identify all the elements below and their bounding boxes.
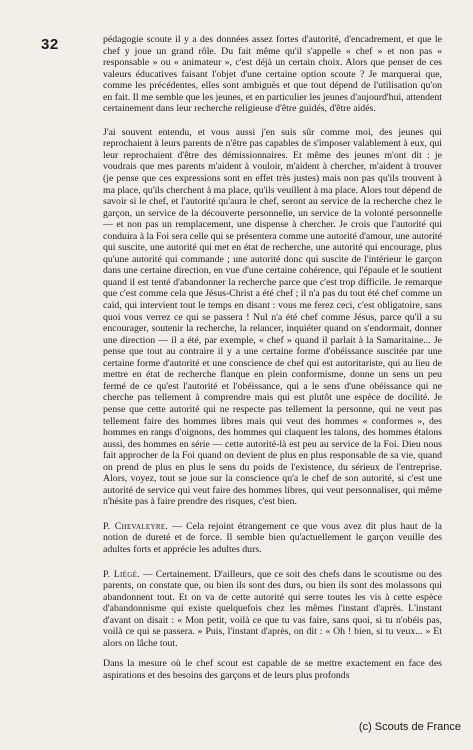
page-number: 32 [41, 36, 59, 53]
paragraph-4-text: — Certainement. D'ailleurs, que ce soit des chefs dans le scoutisme ou des parents, on constate que, ou bien ils sont des durs, ou bien ils sont des molassons qui abandonnent tout. Et on va de cette autorité qui serre toutes les vis à cette espèce d'abandonnisme qui existe quelquefois chez les mêmes l'instant d'après. L'instant d'avant on disait : « Mon petit, voilà ce que tu vas faire, sans quoi, si tu n'obéis pas, voilà ce qui se passera. » Puis, l'instant d'après, on dit : « Oh ! bien, si tu veux... » Et alors on lâche tout. [103, 568, 442, 649]
speaker-liege: P. Liégé. [103, 568, 140, 580]
paragraph-2-text: J'ai souvent entendu, et vous aussi j'en suis sûr comme moi, des jeunes qui reprochaient à leurs parents de n'être pas capables de s'imposer valablement à eux, qui leur reprochaient d'être des démissionnaires. Et même des jeunes m'ont dit : je voudrais que mes parents m'aident à vouloir, m'aident à chercher, m'aident à trouver (je pense que ces expressions sont en effet très justes) mais non pas qu'ils trouvent à ma place, qu'ils cherchent à ma place, qu'ils veuillent à ma place. Alors tout dépend de savoir si le chef, et l'autorité qu'aura le chef, seront au service de la recherche chez le garçon, un service de la découverte personnelle, un service de la volonté personnelle — et non pas un remplacement, une dispense à chercher. Je crois que l'autorité qui conduira à la Foi sera celle qui se présentera comme une autorité d'amour, une autorité qui suscite, une autorité qui met en état de recherche, une autorité qui encourage, plus qu'une autorité qui commande ; une autorité donc qui suscite de l'intérieur le garçon dans une certaine direction, en vue d'une certaine cohérence, qui l'épaule et le soutient quand il est tenté d'abandonner la recherche parce que c'est trop difficile. Je remarque que c'est comme cela que Jésus-Christ a été chef ; il n'a pas du tout été chef comme un caïd, qui intervient tout le temps en disant : vous me ferez ceci, c'est obligatoire, sans quoi vous verrez ce qui se passera ! Nul n'a été chef comme Jésus, parce qu'il a su encourager, soutenir la recherche, la relancer, inquiéter quand on s'endormait, donner une direction — il a été, par exemple, « chef » quand il parlait à la Samaritaine... Je pense que tout au contraire il y a une certaine forme d'obéissance suscitée par une certaine forme d'autorité et une conscience de chef qui est autoritariste, qui au lieu de mettre en état de recherche flanque en plein conformisme, donne un sens un peu fermé de ce qu'est l'autorité et l'obéissance, qui a le sens d'une obéissance qui ne cherche pas tellement à comprendre mais qui est plutôt une espèce de docilité. Je pense que cette autorité qui ne respecte pas tellement la personne, qui ne veut pas tellement faire des hommes libres mais qui veut des hommes « conformes », des hommes en rangs d'oignons, des hommes qui claquent les talons, des hommes étalons aussi, des hommes en série — cette autorité-là est peu au service de la Foi. Dieu nous fait approcher de la Foi quand on devient de plus en plus responsable de sa vie, quand on prend de plus en plus le sens du poids de l'existence, du sérieux de l'entreprise. Alors, voyez, tout se joue sur la conscience qu'a le chef de son autorité, si c'est une autorité de service qui veut faire des hommes libres, qui veut personnaliser, qui même n'hésite pas à faire prendre des risques, c'est bien. [103, 126, 442, 508]
text-column [103, 34, 442, 690]
paragraph-5-text: Dans la mesure où le chef scout est capable de se mettre exactement en face des aspirations et des besoins des garçons et de leurs plus profonds [103, 658, 442, 681]
copyright-watermark: (c) Scouts de France [358, 721, 461, 733]
paragraph-5 [103, 658, 442, 681]
paragraph-2 [103, 127, 442, 508]
speaker-chevaleyre: P. Chevaleyre. [103, 520, 169, 532]
paragraph-3 [103, 521, 442, 556]
paragraph-3-text: — Cela rejoint étrangement ce que vous avez dit plus haut de la notion de dureté et de force. Il semble bien qu'actuellement le garçon veuille des adultes forts et apprécie les adultes durs. [103, 520, 442, 555]
paragraph-1 [103, 34, 442, 115]
paragraph-1-text: pédagogie scoute il y a des données assez fortes d'autorité, d'encadrement, et que le chef y joue un grand rôle. Du fait même qu'il s'appelle « chef » et non pas « responsable » ou « animateur », c'est déjà un certain choix. Alors que penser de ces valeurs éducatives faisant l'objet d'une certaine option scoute ? Je marquerai que, comme les précédentes, elles sont ambiguës et que tout dépend de l'utilisation qu'on en fait. Il me semble que les jeunes, et en particulier les jeunes d'aujourd'hui, attendent certainement dans leur recherche religieuse d'être guidés, d'être aidés. [103, 34, 442, 115]
paragraph-4 [103, 569, 442, 650]
